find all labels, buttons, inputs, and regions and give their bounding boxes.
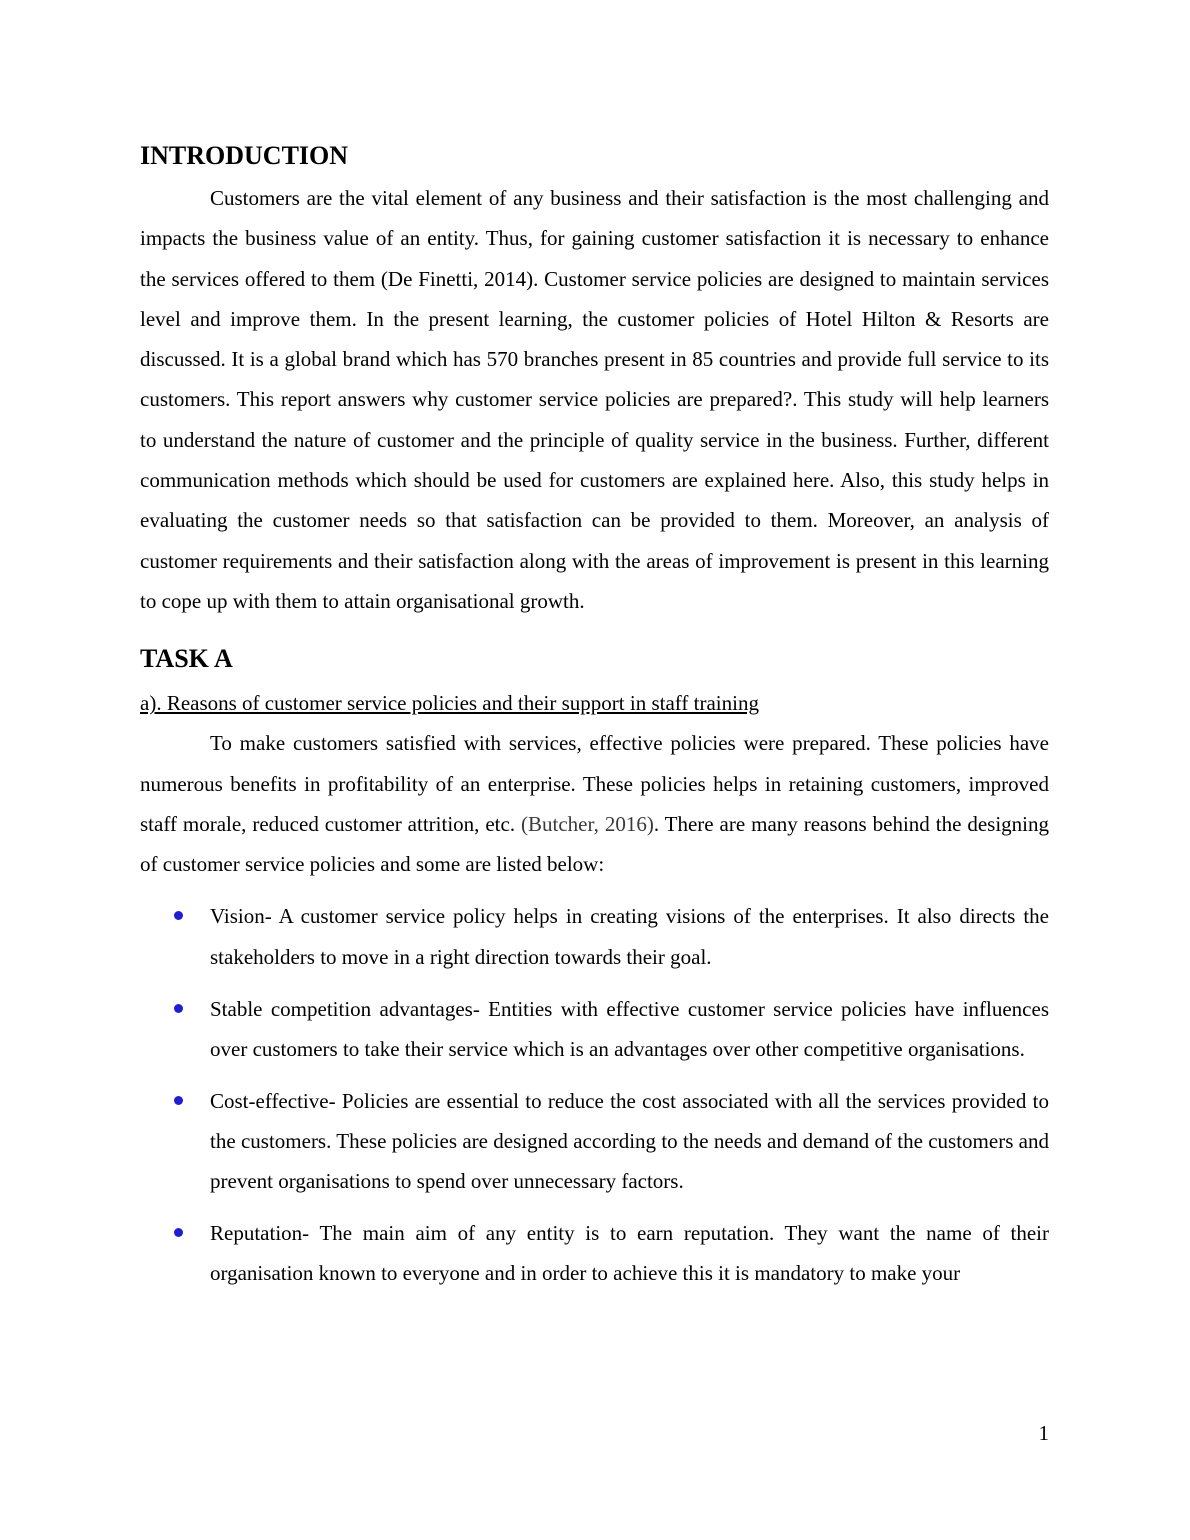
citation-butcher: (Butcher, 2016) <box>521 811 654 836</box>
bullet-icon <box>174 1228 183 1237</box>
list-item <box>140 1213 1049 1294</box>
bullet-icon <box>174 1004 183 1013</box>
list-item <box>140 896 1049 977</box>
task-a-paragraph <box>140 723 1049 884</box>
list-item-text: Reputation- The main aim of any entity is to earn reputation. They want the name of their organisation known to everyone and in order to achieve this it is mandatory to make your <box>210 1221 1049 1286</box>
task-a-paragraph-part-1: To make customers satisfied with services, effective policies were prepared. These policies have numerous benefits in profitability of an enterprise. These policies helps in retaining customers, improved staff morale, reduced customer attrition, etc. <box>140 731 1049 836</box>
task-a-subheading: a). Reasons of customer service policies and their support in staff training <box>140 691 759 716</box>
list-item <box>140 1081 1049 1202</box>
page-number: 1 <box>1038 1421 1049 1445</box>
document-page <box>140 138 1049 1305</box>
list-item-text: Vision- A customer service policy helps in creating visions of the enterprises. It also directs the stakeholders to move in a right direction towards their goal. <box>210 904 1049 969</box>
list-item-text: Stable competition advantages- Entities with effective customer service policies have influences over customers to take their service which is an advantages over other competitive organisations. <box>210 996 1049 1061</box>
reasons-bullet-list <box>140 896 1049 1293</box>
task-a-heading: TASK A <box>140 644 233 674</box>
task-a-paragraph-part-2: . There are many reasons behind the designing of customer service policies and some are listed below: <box>140 811 1049 877</box>
bullet-icon <box>174 911 183 920</box>
list-item <box>140 989 1049 1070</box>
introduction-paragraph: Customers are the vital element of any business and their satisfaction is the most challenging and impacts the business value of an entity. Thus, for gaining customer satisfaction it is necessary to enhance the services offered to them (De Finetti, 2014). Customer service policies are designed to maintain services level and improve them. In the present learning, the customer policies of Hotel Hilton & Resorts are discussed. It is a global brand which has 570 branches present in 85 countries and provide full service to its customers. This report answers why customer service policies are prepared?. This study will help learners to understand the nature of customer and the principle of quality service in the business. Further, different communication methods which should be used for customers are explained here. Also, this study helps in evaluating the customer needs so that satisfaction can be provided to them. Moreover, an analysis of customer requirements and their satisfaction along with the areas of improvement is present in this learning to cope up with them to attain organisational growth. <box>140 186 1049 613</box>
introduction-heading: INTRODUCTION <box>140 141 349 170</box>
list-item-text: Cost-effective- Policies are essential to reduce the cost associated with all the services provided to the customers. These policies are designed according to the needs and demand of the customers and prevent organisations to spend over unnecessary factors. <box>210 1088 1049 1194</box>
bullet-icon <box>174 1096 183 1105</box>
